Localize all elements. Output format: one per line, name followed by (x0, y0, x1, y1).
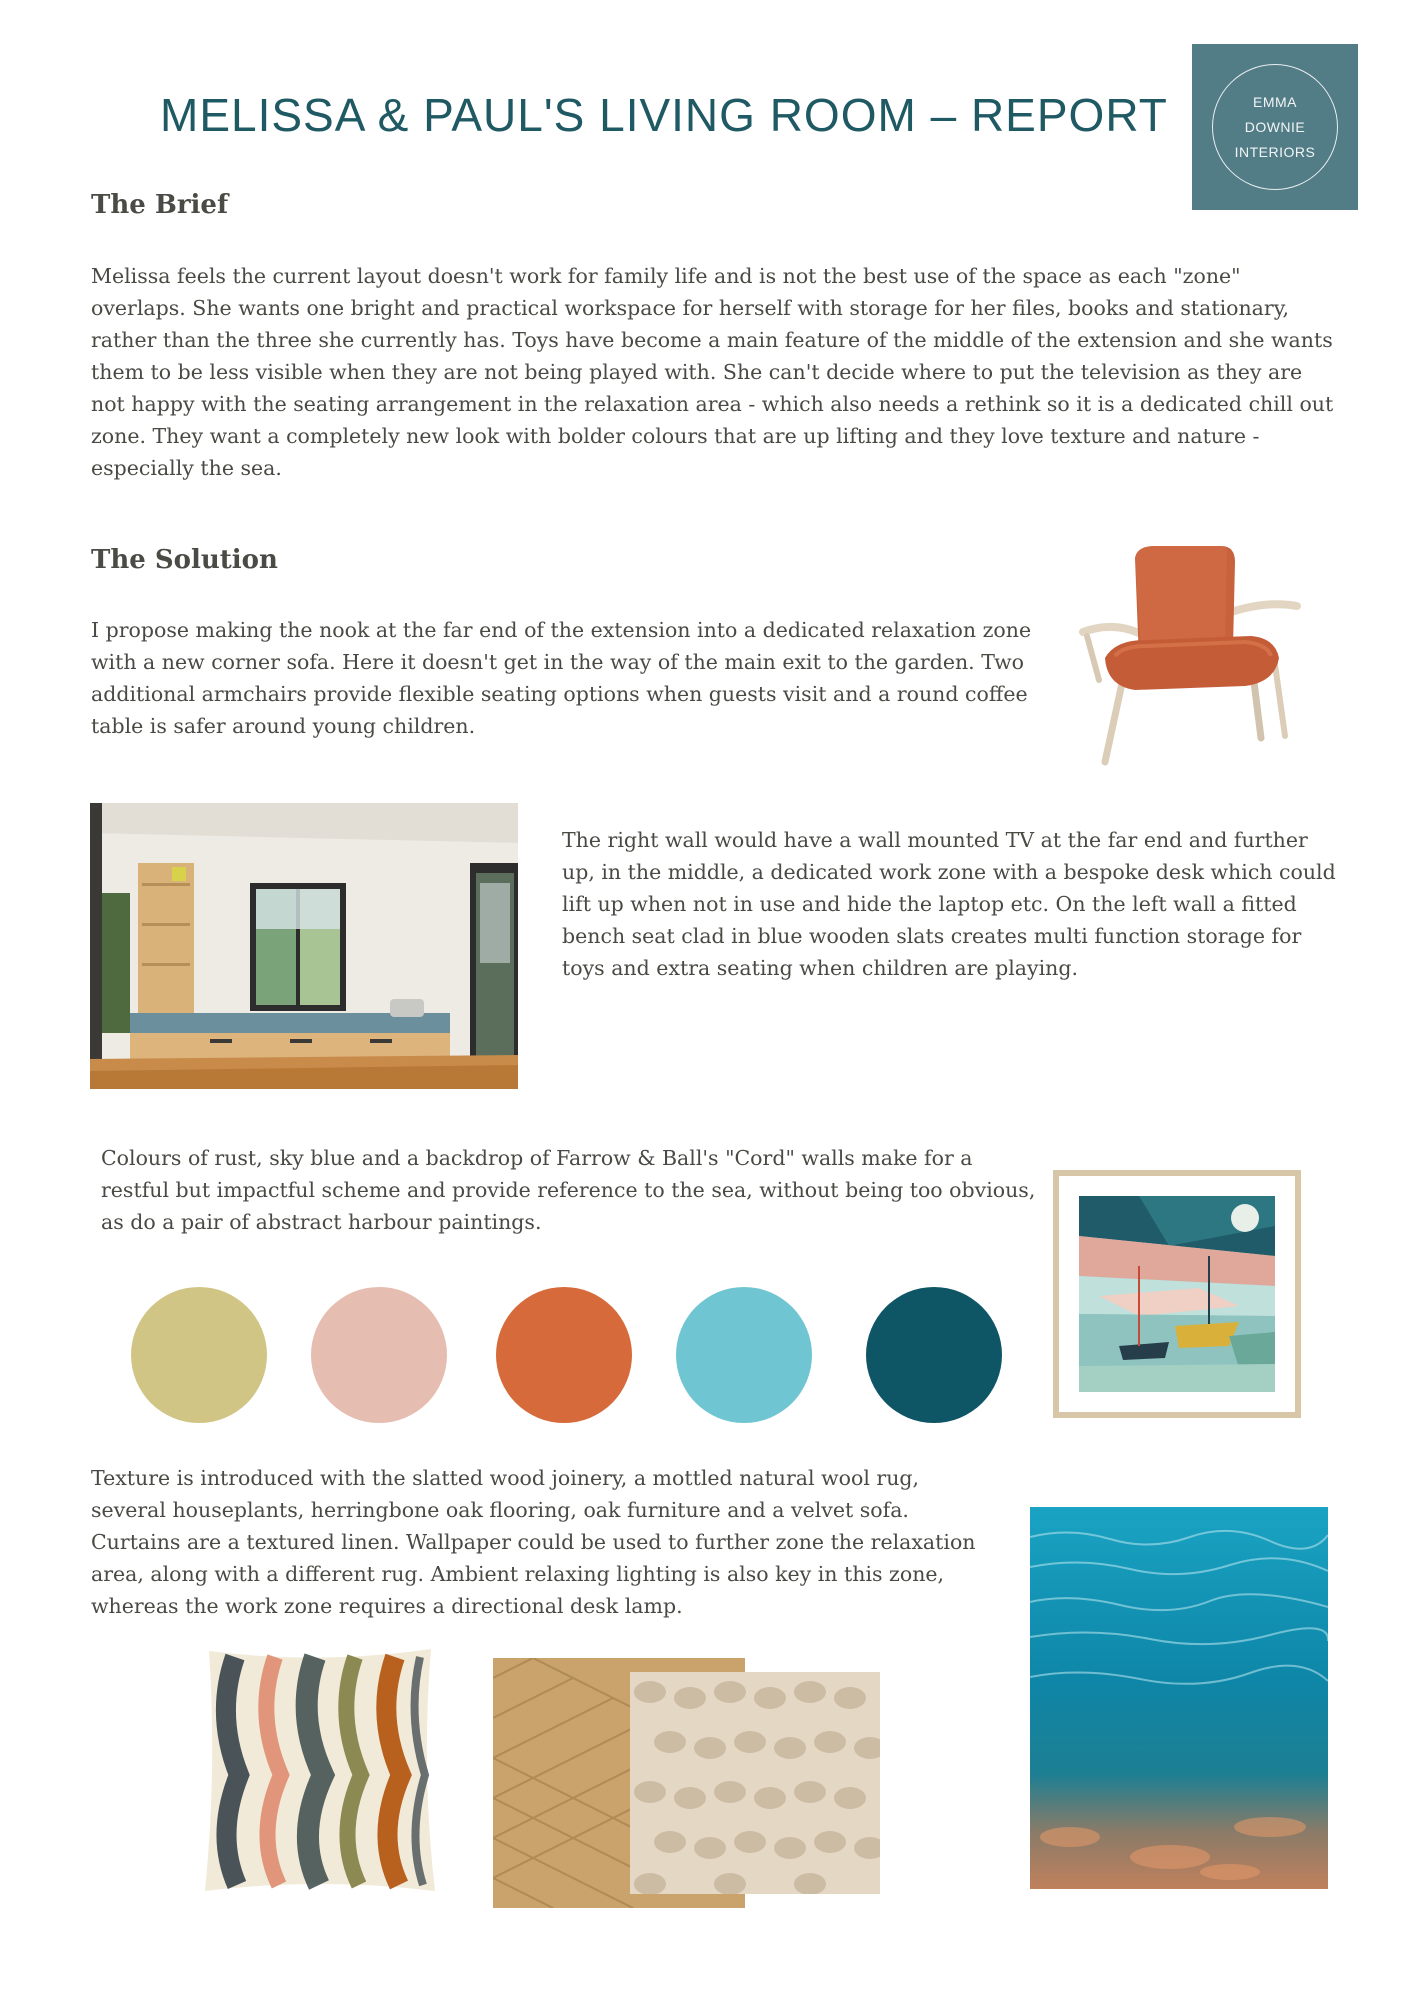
wall-text: The right wall would have a wall mounted TV at the far end and further up, in the middle, a dedicated work zone with a bespoke desk which could lift up when not in use and hide the laptop etc. On the left wall a fitted bench seat clad in blue wooden slats creates multi function storage for toys and extra seating when children are playing. (562, 828, 1336, 980)
swatch-sky-blue (676, 1287, 812, 1423)
logo-line-3: INTERIORS (1234, 143, 1316, 160)
swatch-teal (866, 1287, 1002, 1423)
painting-mat (1059, 1176, 1295, 1412)
solution-heading: The Solution (91, 545, 278, 575)
ikat-cushion-image (195, 1645, 445, 1895)
sea-image (1030, 1507, 1328, 1889)
page-title: MELISSA & PAUL'S LIVING ROOM – REPORT (160, 89, 1168, 141)
armchair-cushions (1105, 546, 1279, 690)
harbour-painting (1053, 1170, 1301, 1418)
colour-text: Colours of rust, sky blue and a backdrop of Farrow & Ball's "Cord" walls make for a restful but impactful scheme and provide reference to the sea, without being too obvious, as do a pair of abstract harbour paintings. (101, 1146, 1036, 1234)
wool-rug-sample (630, 1672, 880, 1894)
brief-text: Melissa feels the current layout doesn't work for family life and is not the best use of the space as each "zone" overlaps. She wants one bright and practical workspace for herself with storage for her files, books and stationary, rather than the three she currently has. Toys have become a main feature of the middle of the extension and she wants them to be less visible when they are not being played with. She can't decide where to put the television as they are not happy with the seating arrangement in the relaxation area - which also needs a rethink so it is a dedicated chill out zone. They want a completely new look with bolder colours that are up lifting and they love texture and nature - especially the sea. (91, 264, 1334, 480)
brief-heading: The Brief (91, 190, 229, 220)
logo-line-1: EMMA (1253, 93, 1297, 110)
texture-text: Texture is introduced with the slatted wood joinery, a mottled natural wool rug, several houseplants, herringbone oak flooring, oak furniture and a velvet sofa. Curtains are a textured linen. Wallpaper could be used to further zone the relaxation area, along with a different rug. Ambient relaxing lighting is also key in this zone, whereas the work zone requires a directional desk lamp. (91, 1466, 976, 1618)
logo-line-2: DOWNIE (1244, 118, 1306, 135)
solution-text: I propose making the nook at the far end of the extension into a dedicated relaxation zone with a new corner sofa. Here it doesn't get in the way of the main exit to the garden. Two additional armchairs provide flexible seating options when guests visit and a round coffee table is safer around young children. (91, 618, 1032, 738)
logo-circle (1212, 64, 1338, 190)
armchair-image (1075, 540, 1305, 770)
painting-artwork (1079, 1196, 1275, 1392)
swatch-rust (496, 1287, 632, 1423)
swatch-pink (311, 1287, 447, 1423)
room-photo (90, 803, 518, 1089)
brand-logo (1192, 44, 1358, 210)
swatch-cord (131, 1287, 267, 1423)
